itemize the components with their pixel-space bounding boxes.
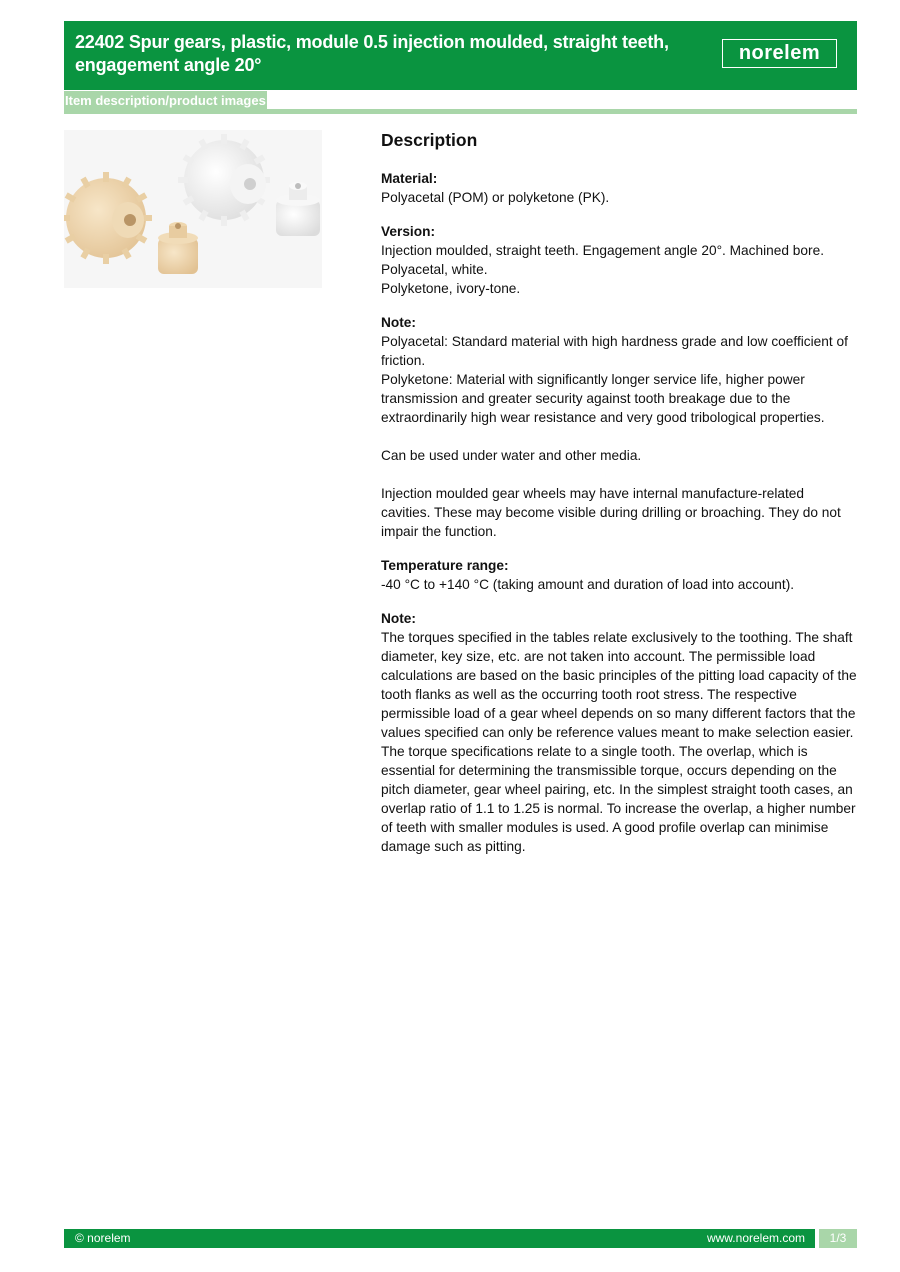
version-label: Version: — [381, 224, 436, 239]
version-line: Injection moulded, straight teeth. Engagement angle 20°. Machined bore. — [381, 243, 824, 258]
note-paragraph: Can be used under water and other media. — [381, 448, 642, 463]
ivory-gear-small — [158, 222, 198, 274]
note-paragraph: Polyacetal: Standard material with high hardness grade and low coefficient of friction. — [381, 334, 848, 368]
torque-note-label: Note: — [381, 611, 416, 626]
description-heading: Description — [381, 130, 478, 150]
version-line: Polyketone, ivory-tone. — [381, 281, 521, 296]
page-number: 1/3 — [819, 1229, 857, 1248]
page-title: 22402 Spur gears, plastic, module 0.5 injection moulded, straight teeth, engagement angle 20° — [75, 32, 669, 75]
description-content — [381, 128, 857, 871]
norelem-logo: norelem — [722, 39, 837, 68]
copyright-text: © norelem — [75, 1231, 131, 1245]
version-section — [381, 222, 857, 298]
section-label: Item description/product images — [64, 91, 267, 111]
version-line: Polyacetal, white. — [381, 262, 488, 277]
page-footer — [64, 1229, 857, 1248]
temperature-section — [381, 556, 857, 594]
spur-gears-illustration — [64, 130, 322, 288]
note-paragraph: Polyketone: Material with significantly longer service life, higher power transmission and greater security against tooth breakage due to the extraordinarily high wear resistance and very good tribological properties. — [381, 372, 825, 425]
white-gear-large — [178, 134, 270, 226]
note-section — [381, 313, 857, 541]
white-gear-small — [276, 182, 320, 236]
material-label: Material: — [381, 171, 438, 186]
note-paragraph: Injection moulded gear wheels may have internal manufacture-related cavities. These may become visible during drilling or broaching. They do not impair the function. — [381, 486, 841, 539]
website-link[interactable]: www.norelem.com — [706, 1231, 805, 1245]
material-text: Polyacetal (POM) or polyketone (PK). — [381, 190, 610, 205]
material-section — [381, 169, 857, 207]
note-label: Note: — [381, 315, 416, 330]
temperature-text: -40 °C to +140 °C (taking amount and duration of load into account). — [381, 577, 795, 592]
torque-note-text: The torques specified in the tables relate exclusively to the toothing. The shaft diameter, key size, etc. are not taken into account. The permissible load calculations are based on the basic principles of the pitting load capacity of the tooth flanks as well as the occurring tooth root stress. The respective permissible load of a gear wheel depends on so many different factors that the values specified can only be reference values meant to make selection easier. The torque specifications relate to a single tooth. The overlap, which is essential for determining the transmissible torque, occurs depending on the pitch diameter, gear wheel pairing, etc. In the simplest straight tooth cases, an overlap ratio of 1.1 to 1.25 is normal. To increase the overlap, a higher number of teeth with smaller modules is used. A good profile overlap can minimise damage such as pitting. — [381, 630, 857, 854]
ivory-gear-large — [64, 172, 152, 264]
temperature-label: Temperature range: — [381, 558, 509, 573]
torque-note-section — [381, 609, 857, 856]
page-header — [64, 21, 857, 90]
product-image — [64, 130, 322, 288]
